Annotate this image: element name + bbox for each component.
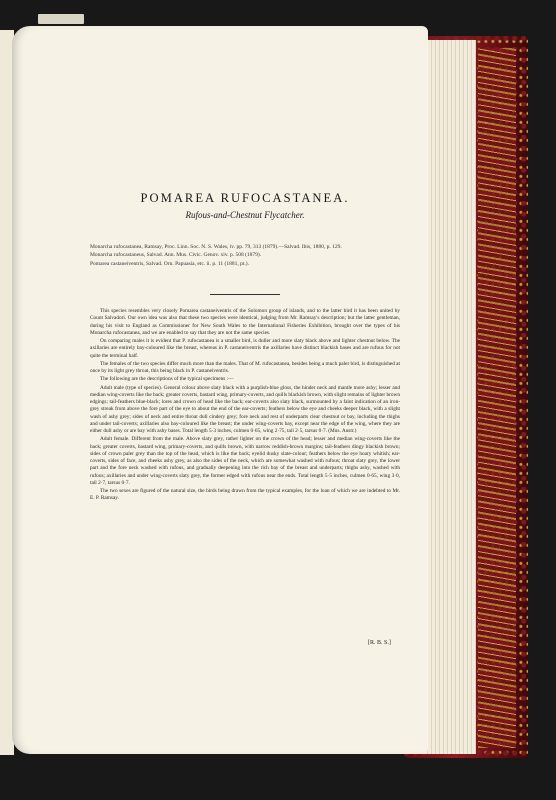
- paragraph: The following are the descriptions of the typical specimens :—: [100, 376, 234, 383]
- paragraph: The two sexes are figured of the natural size, the birds being drawn from the typical examples, for the loan of which we are indebted to Mr. E. P. Ramsay.: [90, 488, 400, 502]
- paragraph: Adult female. Different from the male. Above slaty grey, rather lighter on the crown of the head; lesser and median wing-coverts like the back; greater coverts, bastard wing, primary-coverts, and quills brown, with narrow reddish-brown margins; tail-feathers dingy blackish brown; sides of crown paler grey than the top of the head, which is like the back; eyelid dusky slate-colour; feathers below the eye hoary whitish; ear-coverts, sides of face, and cheeks ashy grey, as also the sides of the neck, which are somewhat washed with rufous; throat slaty grey, the lower part and the fore neck washed with rufous, and gradually deepening into the rich bay of the breast and underparts; thighs ashy, washed with rufous; axillaries and under wing-coverts slaty grey, the former edged with rufous near the ends. Total length 5·5 inches, culmen 0·65, wing 3·0, tail 2·7, tarsus 0·7.: [90, 436, 400, 486]
- paragraph: Adult male (type of species). General colour above slaty black with a purplish-blue gloss, the hinder neck and mantle more ashy; lesser and median wing-coverts like the back; greater coverts, bastard wing, primary-coverts, and quills blackish brown, with slight remains of lighter brown edgings; tail-feathers blue-black; lores and crown of head like the back; ear-coverts also slaty black, surmounted by a faint indication of an iron-grey streak from above the fore part of the eye to about the end of the ear-coverts; feathers below the eye and cheeks deeper black, with a slight wash of ashy grey; sides of neck and entire throat dull cindery grey; fore neck and rest of underparts clear chestnut or bay, including the thighs and under tail-coverts; axillaries also bay-coloured like the breast; the under wing-coverts bay, except near the edge of the wing, where they are either dull ashy or are bay with ashy bases. Total length 5·3 inches, culmen 0·65, wing 2·75, tail 2·5, tarsus 0·7. (Mus. Austr.): [90, 384, 400, 434]
- book-page: [12, 26, 428, 754]
- synonym-entry: Monarcha rufocastanea, Ramsay, Proc. Linn. Soc. N. S. Wales, iv. pp. 79, 313 (1879).—Salvad. Ibis, 1880, p. 129.: [90, 244, 342, 250]
- species-subtitle: Rufous-and-Chestnut Flycatcher.: [185, 210, 305, 220]
- paragraph: The females of the two species differ much more than the males. That of M. rufocastanea, besides being a much paler bird, is distinguished at once by its light grey throat, this being black in P. castaneiventris.: [90, 360, 400, 374]
- paragraph: This species resembles very closely Pomarea castaneiventris of the Solomon group of islands, and to the latter bird it has been united by Count Salvadori. Our own idea was also that these two species were identical, judging from Mr. Ramsay's description; but the latter gentleman, during his visit to England as Commissioner for New South Wales to the International Fisheries Exhibition, brought over the types of his Monarcha rufocastanea, and we are enabled to say that they are not the same species.: [90, 308, 400, 336]
- marbled-endpaper: [478, 48, 516, 748]
- divider-rule: [210, 294, 280, 295]
- paper-strip: [38, 14, 84, 24]
- synonym-entry: Monarcha rufocastaneus, Salvad. Ann. Mus. Civic. Genov. xiv. p. 508 (1879).: [90, 252, 262, 259]
- synonym-entry: Pomarea castaneiventris, Salvad. Orn. Papuasia, etc. ii. p. 11 (1881, pt.).: [90, 260, 249, 267]
- synonymy-list: [90, 244, 400, 269]
- page-stack-edge: [420, 40, 476, 754]
- author-initials: [R. B. S.]: [368, 640, 391, 646]
- paragraph: On comparing males it is evident that P. rufocastanea is a smaller bird, is duller and more slaty black above and lighter chestnut below. The axillaries are entirely bay-coloured like the breast, whereas in P. castaneiventris the axillaries have distinct blackish bases and are rufous for not quite the terminal half.: [90, 338, 400, 359]
- species-title: POMAREA RUFOCASTANEA.: [140, 191, 350, 205]
- body-text: [90, 308, 400, 504]
